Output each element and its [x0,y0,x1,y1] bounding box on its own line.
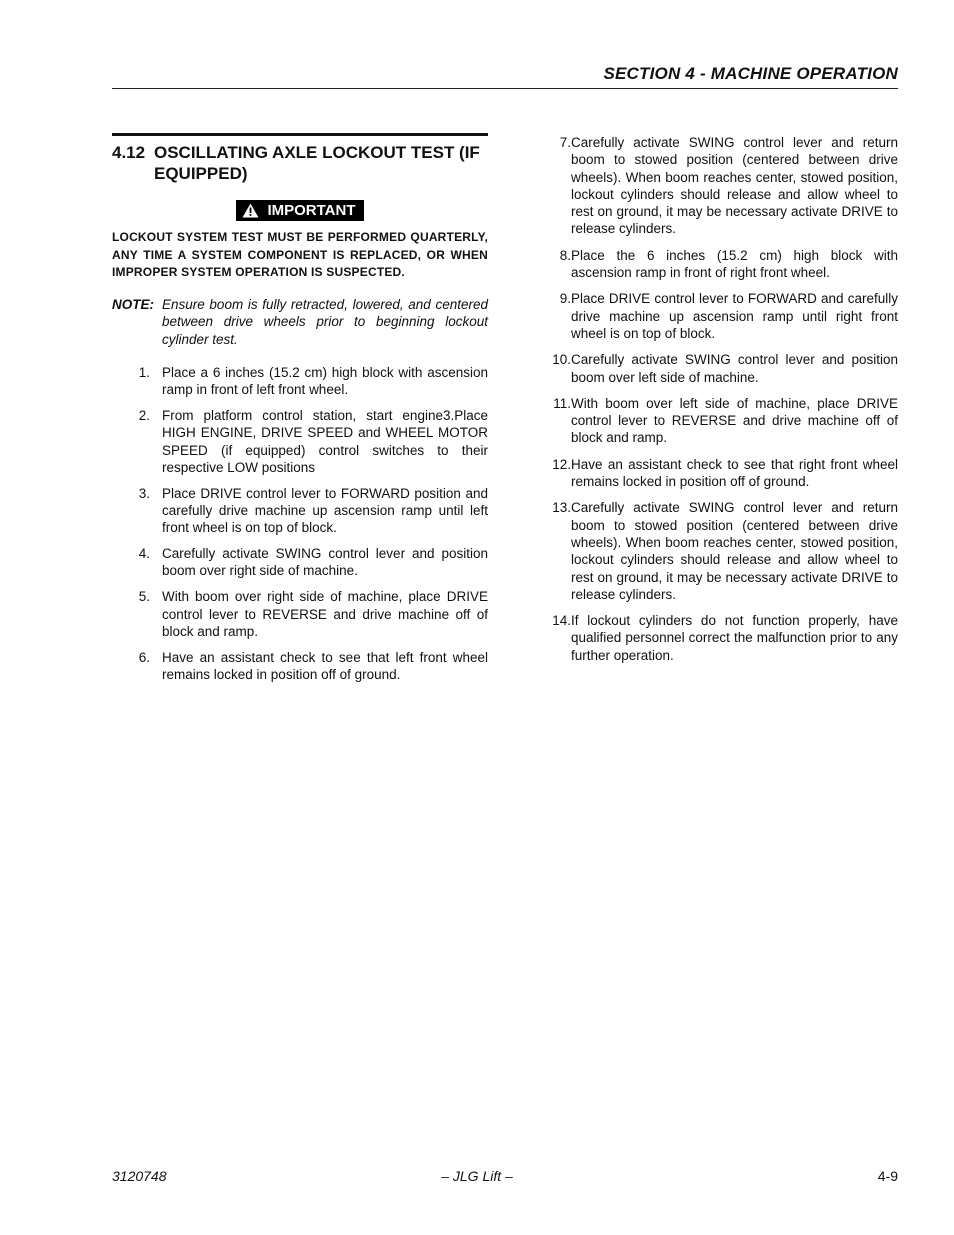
step-item [536,395,898,447]
step-number: 2. [138,408,150,424]
step-item [536,247,898,282]
note [112,296,488,349]
step-text: Place DRIVE control lever to FORWARD position and carefully drive machine up ascension ramp until left front wheel is on top of block. [162,485,488,536]
steps-list-left [112,364,488,683]
step-text: With boom over left side of machine, place DRIVE control lever to REVERSE and drive machine off of block and ramp. [571,395,898,446]
step-number: 5. [138,589,150,605]
step-number: 8. [559,247,571,263]
step-text: From platform control station, start engine3.Place HIGH ENGINE, DRIVE SPEED and WHEEL MOTOR SPEED (if equipped) control switches to their respective LOW positions [162,408,488,475]
step-item [536,456,898,491]
step-number: 6. [138,649,150,665]
step-text: Have an assistant check to see that right front wheel remains locked in position off of ground. [571,456,898,490]
note-text: Ensure boom is fully retracted, lowered, and centered between drive wheels prior to beginning lockout cylinder test. [162,296,488,347]
footer-doc-number: 3120748 [112,1168,167,1184]
section-title: OSCILLATING AXLE LOCKOUT TEST (IF EQUIPPED) [154,143,480,183]
warning-triangle-icon [242,203,259,218]
important-badge [236,200,363,221]
footer-brand: – JLG Lift – [441,1168,513,1184]
footer-page-number: 4-9 [877,1168,898,1184]
step-item [536,499,898,603]
step-item [112,407,488,476]
step-item [112,545,488,580]
step-text: Place a 6 inches (15.2 cm) high block with ascension ramp in front of left front wheel. [162,365,488,398]
step-text: If lockout cylinders do not function properly, have qualified personnel correct the malfunction prior to any further operation. [571,613,898,663]
step-item [112,485,488,537]
section-heading [112,142,488,184]
step-number: 10. [552,352,571,368]
step-number: 14. [552,613,571,629]
section-number: 4.12 [112,143,146,162]
step-text: Place the 6 inches (15.2 cm) high block with ascension ramp in front of right front wheel. [571,247,898,281]
note-label: NOTE: [112,296,154,312]
right-column [536,134,898,673]
step-text: Place DRIVE control lever to FORWARD and carefully drive machine up ascension ramp until right front wheel is on top of block. [571,291,898,341]
step-number: 7. [559,135,571,150]
step-number: 11. [553,395,571,411]
section-divider [112,133,488,136]
step-text: Carefully activate SWING control lever and return boom to stowed position (centered between drive wheels). When boom reaches center, stowed position, lockout cylinders should release and allow wheel to rest on ground, it may be necessary activate DRIVE to release cylinders. [571,500,898,602]
left-column [112,133,488,692]
steps-list-right [536,134,898,664]
step-text: Carefully activate SWING control lever and position boom over left side of machine. [571,352,898,385]
step-number: 4. [138,546,150,562]
step-item [536,351,898,386]
section-header-title: SECTION 4 - MACHINE OPERATION [603,64,898,83]
step-number: 9. [559,291,571,307]
important-callout [112,200,488,223]
step-number: 13. [552,500,571,516]
step-number: 12. [552,456,571,472]
step-item [536,612,898,664]
step-number: 1. [138,365,150,380]
step-item [112,588,488,640]
step-item [112,649,488,684]
step-number: 3. [138,485,150,501]
important-label: IMPORTANT [267,202,356,219]
step-text: Carefully activate SWING control lever and position boom over right side of machine. [162,546,488,579]
step-text: Have an assistant check to see that left front wheel remains locked in position off of ground. [162,649,488,682]
step-text: Carefully activate SWING control lever and return boom to stowed position (centered between drive wheels). When boom reaches center, stowed position, lockout cylinders should release and allow wheel to rest on ground, it may be necessary activate DRIVE to release cylinders. [571,135,898,237]
header-divider [112,88,898,89]
step-text: With boom over right side of machine, place DRIVE control lever to REVERSE and drive machine off of block and ramp. [162,589,488,639]
important-text: LOCKOUT SYSTEM TEST MUST BE PERFORMED QUARTERLY, ANY TIME A SYSTEM COMPONENT IS REPLACED, OR WHEN IMPROPER SYSTEM OPERATION IS SUSPECTED. [112,230,488,279]
step-item [536,290,898,342]
step-item [112,364,488,399]
step-item [536,134,898,238]
